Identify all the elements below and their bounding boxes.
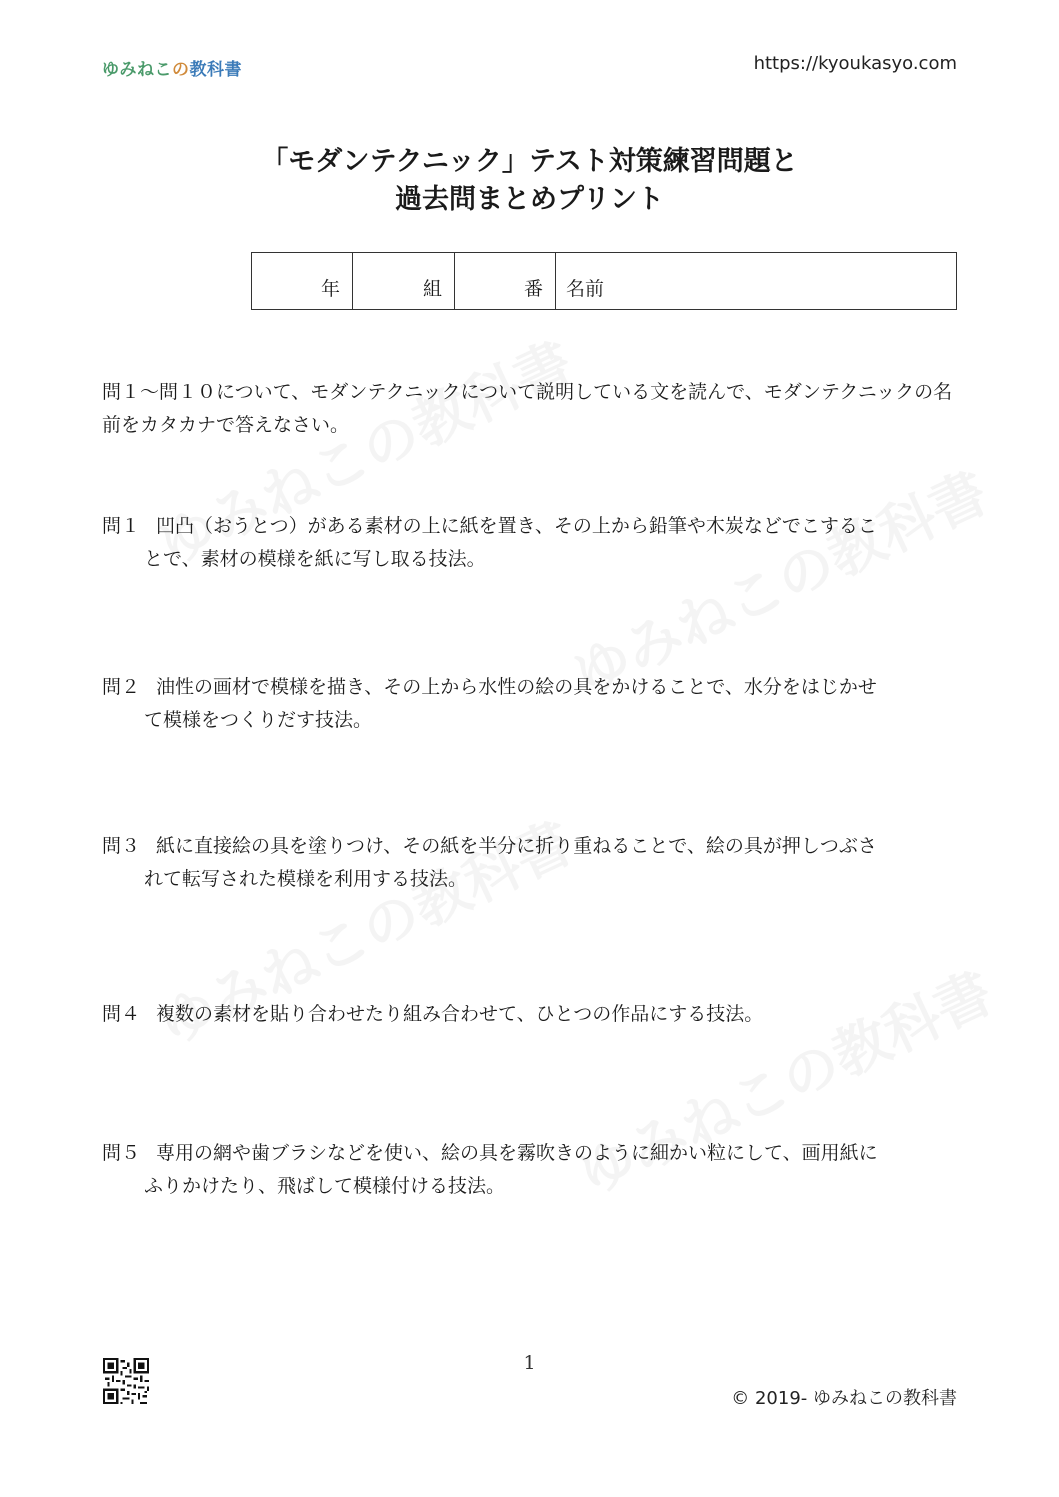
question-3 [102,830,962,896]
title-line-1: 「モダンテクニック」テスト対策練習問題と [261,146,798,177]
number-label: 番 [523,278,543,300]
site-url[interactable]: https://kyoukasyo.com [753,53,957,74]
question-2 [102,671,962,737]
logo-text-2: の [172,60,190,80]
number-field[interactable] [455,253,556,309]
question-text: 紙に直接絵の具を塗りつけ、その紙を半分に折り重ねることで、絵の具が押しつぶさ [156,835,877,857]
name-field[interactable] [556,253,956,309]
year-field[interactable] [252,253,353,309]
page-title [0,143,1059,219]
question-text-cont: て模様をつくりだす技法。 [144,709,373,731]
question-text: 油性の画材で模様を描き、その上から水性の絵の具をかけることで、水分をはじかせ [156,676,877,698]
question-number: 問４ [102,1003,141,1025]
site-logo[interactable] [102,55,242,80]
logo-text-1: ゆみねこ [102,60,172,80]
year-label: 年 [320,278,340,300]
question-1 [102,510,962,576]
question-5 [102,1137,962,1203]
title-line-2: 過去問まとめプリント [395,184,664,215]
class-field[interactable] [353,253,455,309]
class-label: 組 [422,278,442,300]
question-number: 問２ [102,676,141,698]
instructions: 問１～問１０について、モダンテクニックについて説明している文を読んで、モダンテクニックの名前をカタカナで答えなさい。 [102,381,953,436]
question-text: 複数の素材を貼り合わせたり組み合わせて、ひとつの作品にする技法。 [156,1003,764,1025]
question-text: 専用の網や歯ブラシなどを使い、絵の具を霧吹きのように細かい粒にして、画用紙に [156,1142,878,1164]
logo-text-3: 教科書 [189,60,242,80]
question-text-cont: ふりかけたり、飛ばして模様付ける技法。 [144,1175,506,1197]
question-number: 問５ [102,1142,141,1164]
question-text: 凹凸（おうとつ）がある素材の上に紙を置き、その上から鉛筆や木炭などでこするこ [156,515,877,537]
question-4 [102,998,962,1031]
question-text-cont: とで、素材の模様を紙に写し取る技法。 [144,548,486,570]
question-text-cont: れて転写された模様を利用する技法。 [144,868,468,890]
name-label: 名前 [566,278,605,300]
copyright: © 2019- ゆみねこの教科書 [731,1388,957,1409]
student-info-table [251,252,957,310]
page-number: 1 [523,1352,536,1374]
question-number: 問１ [102,515,141,537]
question-number: 問３ [102,835,141,857]
